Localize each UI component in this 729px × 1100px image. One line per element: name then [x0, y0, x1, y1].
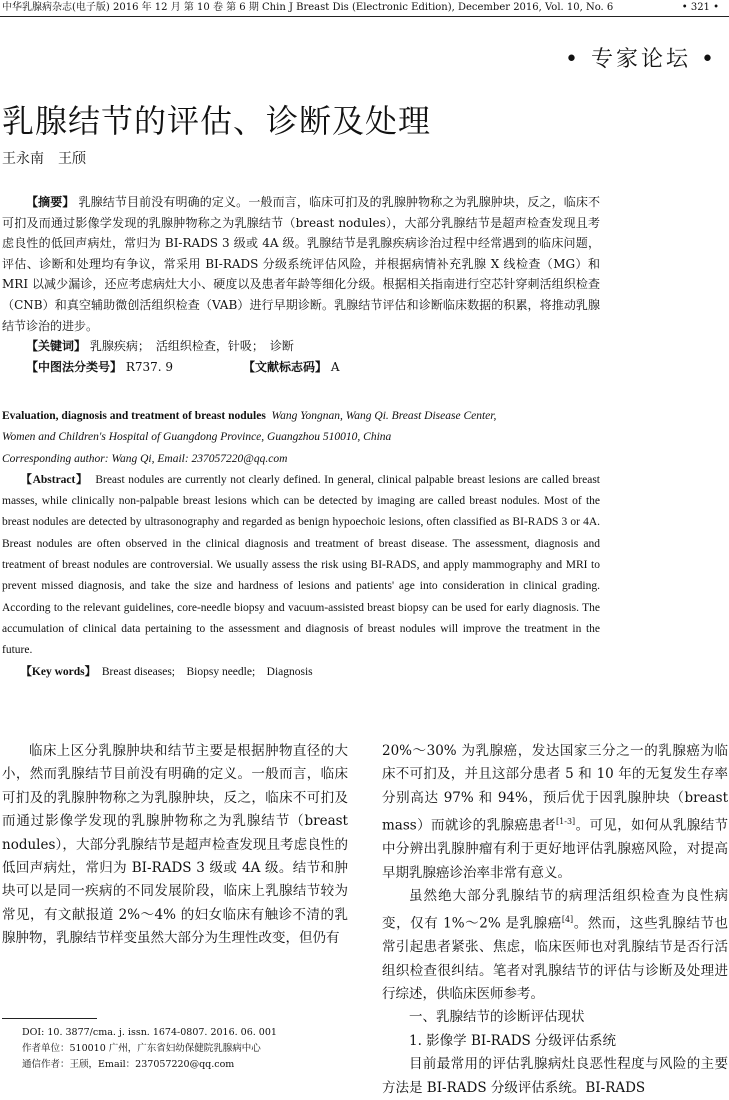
body-text: 。然而，这些乳腺结节也常引起患者紧张、焦虑，临床医师也对乳腺结节是否行活组织检查很纠结。笔者对乳腺结节的评估与诊断及处理进行综述，供临床医师参考。	[382, 915, 729, 1003]
classification	[2, 357, 600, 378]
body-paragraph	[382, 885, 728, 1007]
english-authors-1: Wang Yongnan, Wang Qi. Breast Disease Center,	[271, 410, 497, 422]
english-abstract-label: 【Abstract】	[20, 473, 89, 486]
citation-ref: [4]	[561, 915, 574, 925]
english-abstract	[2, 406, 600, 683]
body-paragraph	[382, 740, 728, 885]
class-label: 【中图法分类号】	[26, 359, 123, 374]
journal-citation: 中华乳腺病杂志(电子版) 2016 年 12 月 第 10 卷 第 6 期 Chin J Breast Dis (Electronic Edition), December 2016, Vol. 10, No. 6	[2, 2, 614, 13]
footnote-divider	[2, 1018, 97, 1019]
body-paragraph: 临床上区分乳腺肿块和结节主要是根据肿物直径的大小，然而乳腺结节目前没有明确的定义。一般而言，临床可扪及的乳腺肿物称之为乳腺肿块，反之，临床不可扪及而通过影像学发现的乳腺肿物称之为乳腺结节（breast nodules），大部分乳腺结节是超声检查发现且考虑良性的低回声病灶，常归为 BI-RADS 3 级或 4A 级。结节和肿块可以是同一疾病的不同发展阶段，临床上乳腺结节较为常见，有文献报道 2%～4% 的妇女临床有触诊不清的乳腺肿物，乳腺结节样变虽然大部分为生理性改变，但仍有	[2, 743, 348, 947]
body-paragraph: 目前最常用的评估乳腺病灶良恶性程度与风险的主要方法是 BI-RADS 分级评估系统。BI-RADS	[382, 1056, 728, 1096]
subsection-heading: 1. 影像学 BI-RADS 分级评估系统	[409, 1032, 617, 1049]
english-keywords	[2, 662, 600, 683]
authors: 王永南 王颀	[2, 151, 86, 167]
english-title-line	[2, 406, 600, 427]
body-text: 20%～30% 为乳腺癌，发达国家三分之一的乳腺癌为临床不可扪及，并且这部分患者 5 和 10 年的无复发生存率分别高达 97% 和 94%，预后优于因乳腺肿块（breast mass）而就诊的乳腺癌患者	[382, 743, 728, 834]
corresponding-author: 通信作者：王颀，Email：237057220@qq.com	[22, 1059, 235, 1070]
keywords-cn-text: 乳腺疾病； 活组织检查，针吸； 诊断	[89, 339, 294, 354]
body-right-column	[382, 740, 728, 1100]
abstract-cn-paragraph	[2, 192, 600, 336]
english-affiliation: Women and Children's Hospital of Guangdong Province, Guangzhou 510010, China	[2, 431, 392, 444]
english-keywords-label: 【Key words】	[20, 665, 97, 678]
body-text: 虽然绝大部分乳腺结节的病理活组织检查为良性病变，仅有 1%～2% 是乳腺癌	[382, 887, 728, 932]
citation-ref: [1-3]	[556, 817, 576, 827]
body-left-column	[2, 740, 348, 951]
english-keywords-text: Breast diseases; Biopsy needle; Diagnosis	[101, 665, 313, 678]
english-abstract-text: Breast nodules are currently not clearly defined. In general, clinical palpable breast lesions are called breast masses, while clinically non-palpable breast lesions which can be detected by imaging are called breast nodules. Most of the breast nodules are detected by ultrasonography and regarded as benign hypoechoic lesions, often classified as BI-RADS 3 or 4A. Breast nodules are often observed in the clinical diagnosis and treatment of breast disease. The assessment, diagnosis and treatment of breast nodules are controversial. We usually assess the risk using BI-RADS, and apply mammography and MRI to prevent missed diagnosis, and take the size and hardness of lesions and patients' age into consideration in clinical grading. According to the relevant guidelines, core-needle biopsy and vacuum-assisted breast biopsy can be used for early diagnosis. The accumulation of clinical data pertaining to the assessment and diagnosis of breast nodules will improve the treatment in the future.	[2, 473, 601, 657]
keywords-cn	[2, 336, 600, 357]
article-title: 乳腺结节的评估、诊断及处理	[2, 102, 432, 140]
footnote	[2, 1018, 348, 1073]
doi: DOI: 10. 3877/cma. j. issn. 1674-0807. 2016. 06. 001	[22, 1027, 277, 1038]
class-value: R737. 9	[125, 359, 174, 374]
author-affiliation: 作者单位：510010 广州，广东省妇幼保健院乳腺病中心	[22, 1043, 261, 1054]
column-tag: • 专家论坛 •	[565, 47, 717, 72]
english-abstract-paragraph	[2, 470, 600, 662]
section-heading: 一、乳腺结节的诊断评估现状	[409, 1009, 585, 1026]
doc-label: 【文献标志码】	[243, 359, 328, 374]
abstract-cn	[2, 192, 600, 377]
english-corresponding: Corresponding author: Wang Qi, Email: 237057220@qq.com	[2, 452, 288, 465]
english-title: Evaluation, diagnosis and treatment of breast nodules	[2, 410, 266, 422]
abstract-cn-text: 乳腺结节目前没有明确的定义。一般而言，临床可扪及的乳腺肿物称之为乳腺肿块，反之，临床不可扪及而通过影像学发现的乳腺肿物称之为乳腺结节（breast nodules），大部分乳腺结节是超声检查发现且考虑良性的低回声病灶，常归为 BI-RADS 3 级或 4A 级。乳腺结节是乳腺疾病诊治过程中经常遇到的临床问题，评估、诊断和处理均有争议，常采用 BI-RADS 分级系统评估风险，并根据病情补充乳腺 X 线检查（MG）和 MRI 以减少漏诊，还应考虑病灶大小、硬度以及患者年龄等细化分级。根据相关指南进行空芯针穿刺活组织检查（CNB）和真空辅助微创活组织检查（VAB）进行早期诊断。乳腺结节评估和诊断临床数据的积累，将推动乳腺结节诊治的进步。	[2, 195, 600, 333]
page-number: • 321 •	[681, 2, 719, 13]
abstract-cn-label: 【摘要】	[26, 195, 75, 209]
doc-value: A	[330, 359, 340, 374]
running-header	[0, 0, 729, 17]
keywords-cn-label: 【关键词】	[26, 339, 87, 354]
body-text: 。可见，如何从乳腺结节中分辨出乳腺肿瘤有利于更好地评估乳腺癌风险，对提高早期乳腺癌诊治率非常有意义。	[382, 817, 728, 881]
